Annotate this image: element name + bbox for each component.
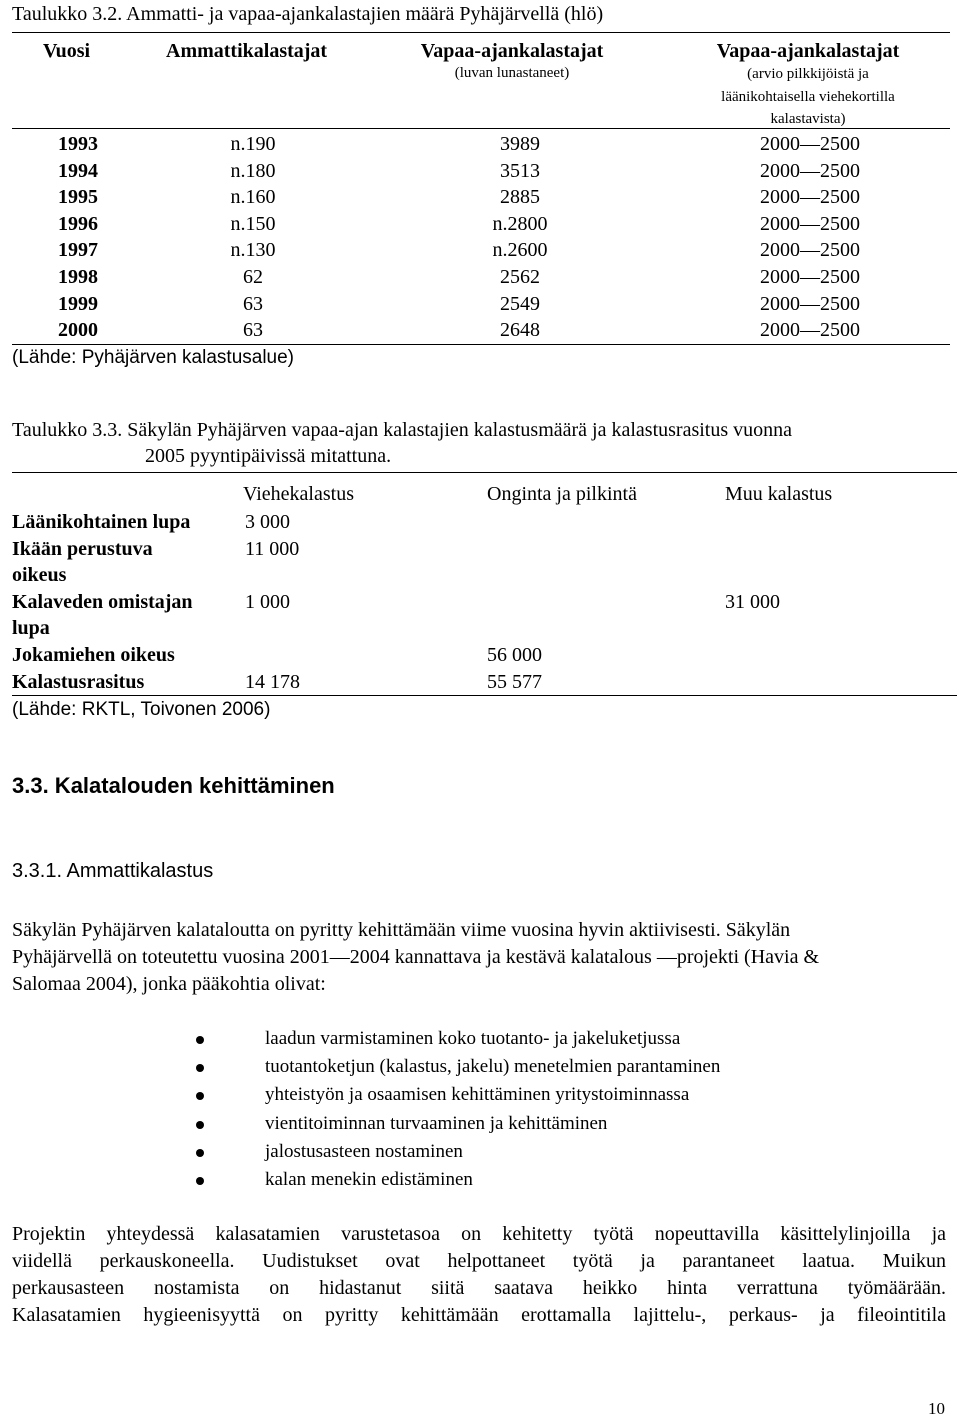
header-professional: Ammattikalastajat <box>166 40 328 62</box>
table2-bottom-rule <box>12 695 957 696</box>
paragraph-line: perkausasteen nostamista on hidastanut siitä saatava heikko hinta verrattuna työmäärään. <box>12 1277 946 1299</box>
bullet-text: tuotantoketjun (kalastus, jakelu) menetelmien parantaminen <box>265 1056 721 1078</box>
row-label-owner-license-line2: lupa <box>12 617 50 639</box>
section-subheading: 3.3.1. Ammattikalastus <box>12 860 214 882</box>
cell-age-based-lure: 11 000 <box>245 538 300 560</box>
cell-everymans-right-angling: 56 000 <box>487 644 542 666</box>
bullet-text: kalan menekin edistäminen <box>265 1169 473 1190</box>
table1-header-rule <box>12 128 950 129</box>
paragraph-line: Säkylän Pyhäjärven kalataloutta on pyritty kehittämään viime vuosina hyvin aktiivisesti. Säkylän <box>12 919 791 941</box>
cell-licensed: 2562 <box>500 266 540 288</box>
paragraph-line: Kalasatamien hygieenisyyttä on pyritty kehittämään erottamalla lajittelu-, perkaus- ja fileointitila <box>12 1304 946 1326</box>
bullet-icon <box>196 1149 204 1157</box>
table2-top-rule <box>12 472 957 473</box>
cell-licensed: 2885 <box>500 186 540 209</box>
cell-professional: n.150 <box>230 212 276 235</box>
table1-caption: Taulukko 3.2. Ammatti- ja vapaa-ajankalastajien määrä Pyhäjärvellä (hlö) <box>12 3 604 25</box>
cell-professional: 63 <box>243 292 263 315</box>
table1-source: (Lähde: Pyhäjärven kalastusalue) <box>12 347 295 368</box>
section-heading: 3.3. Kalatalouden kehittäminen <box>12 773 335 798</box>
cell-year: 1996 <box>58 212 98 235</box>
cell-estimate: 2000—2500 <box>760 239 860 262</box>
cell-professional: n.130 <box>230 239 276 262</box>
cell-year: 2000 <box>58 319 98 342</box>
header-rec-licensed: Vapaa-ajankalastajat <box>420 40 604 62</box>
cell-licensed: 3513 <box>500 159 540 182</box>
bullet-text: vientitoiminnan turvaaminen ja kehittäminen <box>265 1112 608 1134</box>
cell-licensed: 2549 <box>500 292 540 315</box>
cell-year: 1994 <box>58 159 98 182</box>
cell-professional: 63 <box>243 319 263 342</box>
bullet-icon <box>196 1092 204 1100</box>
table2-source: (Lähde: RKTL, Toivonen 2006) <box>12 699 271 720</box>
bullet-text: laadun varmistaminen koko tuotanto- ja jakeluketjussa <box>265 1028 681 1049</box>
cell-professional: n.180 <box>230 159 276 182</box>
row-label-everymans-right: Jokamiehen oikeus <box>12 644 175 666</box>
paragraph-line: viidellä perkauskoneella. Uudistukset ovat helpottaneet työtä ja parantaneet laatua. Muikun <box>12 1250 946 1272</box>
header-year: Vuosi <box>43 40 91 62</box>
cell-estimate: 2000—2500 <box>760 266 860 288</box>
row-label-fishing-pressure: Kalastusrasitus <box>12 671 145 693</box>
page-number: 10 <box>928 1399 945 1418</box>
row-label-age-based-line2: oikeus <box>12 564 67 586</box>
cell-estimate: 2000—2500 <box>760 319 860 342</box>
cell-estimate: 2000—2500 <box>760 292 860 315</box>
bullet-text: yhteistyön ja osaamisen kehittäminen yritystoiminnassa <box>265 1084 690 1106</box>
cell-fishing-pressure-angling: 55 577 <box>487 671 542 693</box>
cell-owner-license-lure: 1 000 <box>245 591 290 613</box>
bullet-icon <box>196 1121 204 1129</box>
cell-owner-license-other: 31 000 <box>725 591 780 613</box>
table1-bottom-rule <box>12 344 950 345</box>
header-rec-estimate: Vapaa-ajankalastajat <box>716 40 900 62</box>
bullet-icon <box>196 1064 204 1072</box>
row-label-owner-license-line1: Kalaveden omistajan <box>12 591 193 613</box>
table2-caption-line1: Taulukko 3.3. Säkylän Pyhäjärven vapaa-ajan kalastajien kalastusmäärä ja kalastusrasitus vuonna <box>12 419 793 441</box>
cell-licensed: 3989 <box>500 133 540 155</box>
cell-licensed: n.2800 <box>492 212 548 235</box>
bullet-icon <box>196 1036 204 1044</box>
header-rec-licensed-sub: (luvan lunastaneet) <box>454 65 570 81</box>
cell-year: 1998 <box>58 266 98 288</box>
cell-licensed: 2648 <box>500 319 540 342</box>
header-angling: Onginta ja pilkintä <box>487 483 637 505</box>
bullet-icon <box>196 1177 204 1185</box>
header-rec-estimate-sub2: läänikohtaisella viehekortilla <box>721 89 895 105</box>
cell-professional: n.160 <box>230 186 276 209</box>
table2-caption-line2: 2005 pyyntipäivissä mitattuna. <box>145 445 392 467</box>
cell-regional-license-lure: 3 000 <box>245 511 290 533</box>
paragraph-line: Salomaa 2004), jonka pääkohtia olivat: <box>12 973 326 995</box>
row-label-age-based-line1: Ikään perustuva <box>12 538 153 560</box>
bullet-text: jalostusasteen nostaminen <box>265 1140 463 1162</box>
header-lure: Viehekalastus <box>243 483 354 505</box>
cell-estimate: 2000—2500 <box>760 133 860 155</box>
header-rec-estimate-sub3: kalastavista) <box>770 111 846 127</box>
cell-fishing-pressure-lure: 14 178 <box>245 671 300 693</box>
cell-estimate: 2000—2500 <box>760 212 860 235</box>
cell-estimate: 2000—2500 <box>760 159 860 182</box>
row-label-regional-license: Läänikohtainen lupa <box>12 511 191 533</box>
header-other: Muu kalastus <box>725 483 833 505</box>
cell-year: 1995 <box>58 186 98 209</box>
cell-professional: 62 <box>243 266 263 288</box>
paragraph-line: Projektin yhteydessä kalasatamien varustetasoa on kehitetty työtä nopeuttavilla käsittelylinjoilla ja <box>12 1223 946 1245</box>
cell-year: 1999 <box>58 292 98 315</box>
paragraph-line: Pyhäjärvellä on toteutettu vuosina 2001—2004 kannattava ja kestävä kalatalous —projekti (Havia & <box>12 946 820 968</box>
cell-year: 1993 <box>58 133 98 155</box>
cell-year: 1997 <box>58 239 98 262</box>
header-rec-estimate-sub1: (arvio pilkkijöistä ja <box>747 66 869 82</box>
cell-estimate: 2000—2500 <box>760 186 860 209</box>
cell-licensed: n.2600 <box>492 239 548 262</box>
cell-professional: n.190 <box>230 133 276 155</box>
table1-top-rule <box>12 32 950 33</box>
